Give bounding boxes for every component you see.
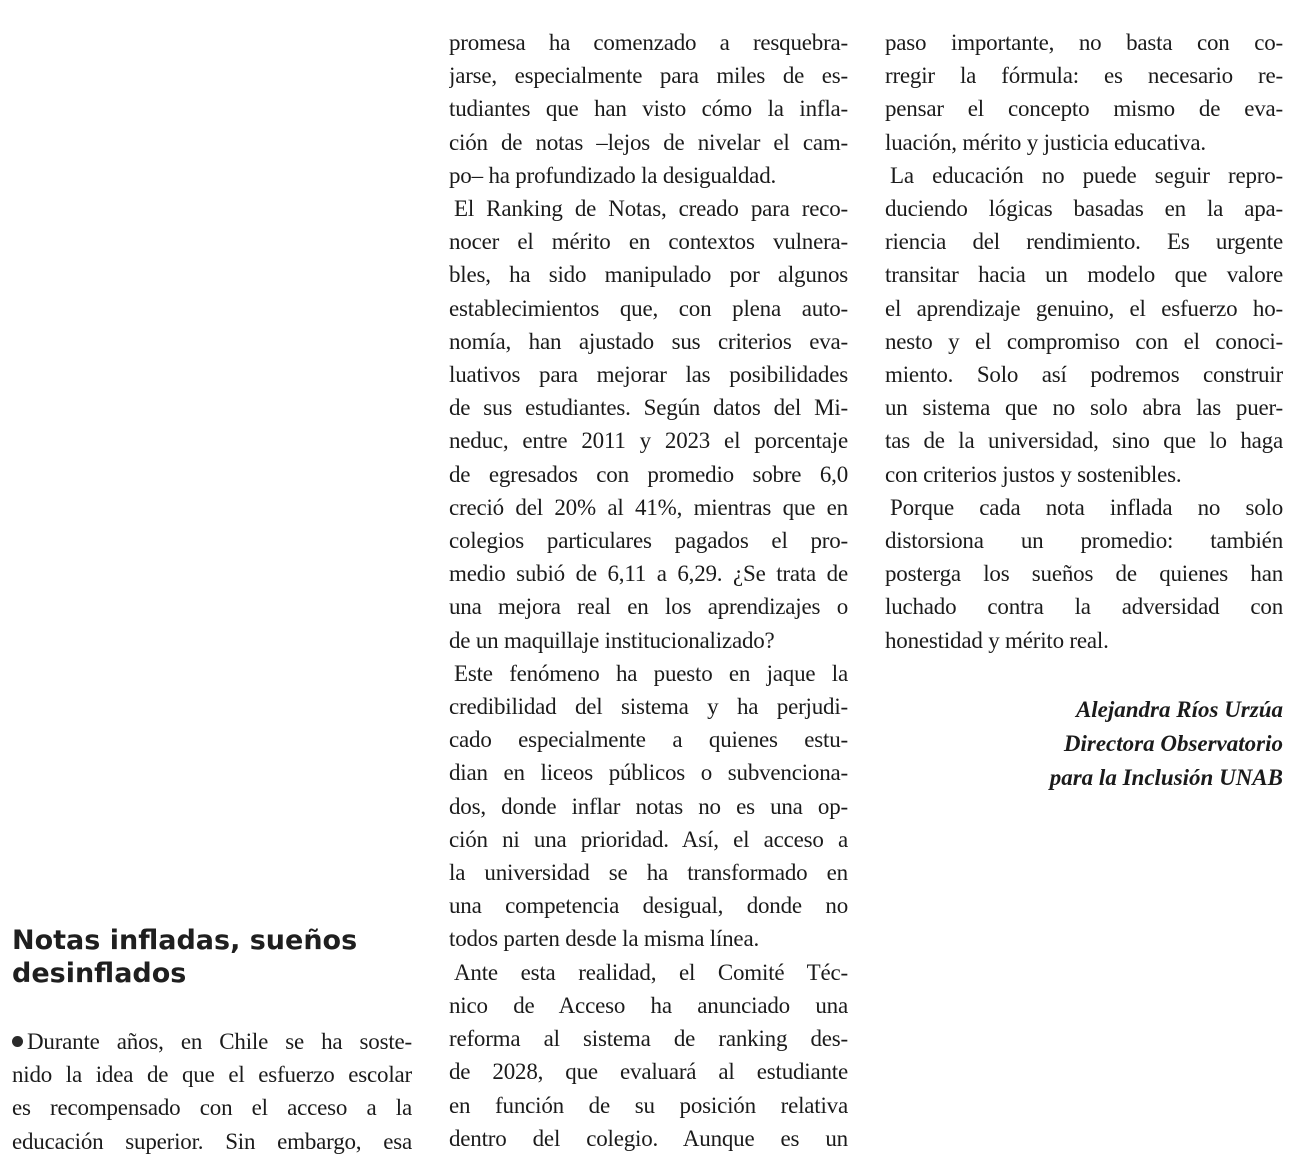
text-line: es recompensado con el acceso a la (12, 1095, 412, 1121)
text-line: po– ha profundizado la desigualdad. (449, 162, 777, 188)
text-line: reforma al sistema de ranking des- (449, 1026, 848, 1052)
text-line: duciendo lógicas basadas en la apa- (885, 196, 1283, 222)
text-line: bles, ha sido manipulado por algunos (449, 262, 848, 288)
text-line: dentro del colegio. Aunque es un (449, 1125, 848, 1151)
author-signature (1050, 693, 1283, 795)
text-line: tas de la universidad, sino que lo haga (885, 428, 1283, 454)
text-line: neduc, entre 2011 y 2023 el porcentaje (449, 428, 848, 454)
text-line: una competencia desigual, donde no (449, 893, 848, 919)
text-line: de 2028, que evaluará al estudiante (449, 1059, 848, 1085)
text-line: cado especialmente a quienes estu- (449, 727, 848, 753)
text-line: educación superior. Sin embargo, esa (12, 1128, 412, 1154)
text-line: nomía, han ajustado sus criterios eva- (449, 328, 848, 354)
author-organization: para la Inclusión UNAB (1049, 765, 1283, 790)
bullet-icon (12, 1036, 23, 1047)
text-line: de egresados con promedio sobre 6,0 (449, 461, 848, 487)
text-line: de sus estudiantes. Según datos del Mi- (449, 395, 848, 421)
text-line: creció del 20% al 41%, mientras que en (449, 494, 848, 520)
text-line: un sistema que no solo abra las puer- (885, 395, 1283, 421)
text-line: pensar el concepto mismo de eva- (885, 96, 1283, 122)
text-line: nico de Acceso ha anunciado una (449, 992, 848, 1018)
text-line: miento. Solo así podremos construir (885, 362, 1283, 388)
text-line: Este fenómeno ha puesto en jaque la (454, 660, 848, 686)
text-line: luación, mérito y justicia educativa. (885, 129, 1206, 155)
text-line: establecimientos que, con plena auto- (449, 295, 848, 321)
text-line: jarse, especialmente para miles de es- (449, 63, 848, 89)
text-line: luchado contra la adversidad con (885, 594, 1283, 620)
text-line: dos, donde inflar notas no es una op- (449, 793, 848, 819)
text-line: con criterios justos y sostenibles. (885, 461, 1182, 487)
text-line: paso importante, no basta con co- (885, 30, 1283, 55)
text-line: credibilidad del sistema y ha perjudi- (449, 694, 848, 720)
text-line: riencia del rendimiento. Es urgente (885, 229, 1283, 255)
text-line: medio subió de 6,11 a 6,29. ¿Se trata de (449, 561, 848, 587)
text-line: ción ni una prioridad. Así, el acceso a (449, 826, 848, 852)
text-line: una mejora real en los aprendizajes o (449, 594, 848, 620)
text-line: nocer el mérito en contextos vulnera- (449, 229, 848, 255)
text-line: distorsiona un promedio: también (885, 528, 1283, 554)
text-line: Durante años, en Chile se ha soste- (12, 1025, 412, 1058)
author-role: Directora Observatorio (1063, 731, 1283, 756)
text-line: Ante esta realidad, el Comité Téc- (454, 959, 848, 985)
right-column (885, 26, 1283, 657)
article-title (12, 924, 392, 990)
text-line: nesto y el compromiso con el conoci- (885, 328, 1283, 354)
text-line: de un maquillaje institucionalizado? (449, 627, 775, 653)
text-line: luativos para mejorar las posibilidades (449, 362, 848, 388)
text-line: dian en liceos públicos o subvenciona- (449, 760, 848, 786)
text-line: colegios particulares pagados el pro- (449, 528, 848, 554)
text-line: todos parten desde la misma línea. (449, 926, 760, 952)
text-line: promesa ha comenzado a resquebra- (449, 30, 848, 55)
text-line: nido la idea de que el esfuerzo escolar (12, 1062, 412, 1088)
text-line: en función de su posición relativa (449, 1092, 848, 1118)
text-line: honestidad y mérito real. (885, 627, 1109, 653)
text-line: tudiantes que han visto cómo la infla- (449, 96, 848, 122)
text-line: La educación no puede seguir repro- (890, 162, 1283, 188)
text-line: El Ranking de Notas, creado para reco- (454, 196, 848, 222)
text-line: transitar hacia un modelo que valore (885, 262, 1283, 288)
text-line: Porque cada nota inflada no solo (890, 494, 1283, 520)
middle-column (449, 26, 848, 1155)
text-line: la universidad se ha transformado en (449, 860, 848, 886)
author-name: Alejandra Ríos Urzúa (1075, 697, 1283, 722)
text-line: posterga los sueños de quienes han (885, 561, 1283, 587)
article-title-line: desinflados (12, 958, 187, 989)
article-title-line: Notas infladas, sueños (12, 925, 358, 956)
text-line: rregir la fórmula: es necesario re- (885, 63, 1283, 89)
text-line: el aprendizaje genuino, el esfuerzo ho- (885, 295, 1283, 321)
lead-column (12, 1025, 412, 1158)
text-line: ción de notas –lejos de nivelar el cam- (449, 129, 848, 155)
